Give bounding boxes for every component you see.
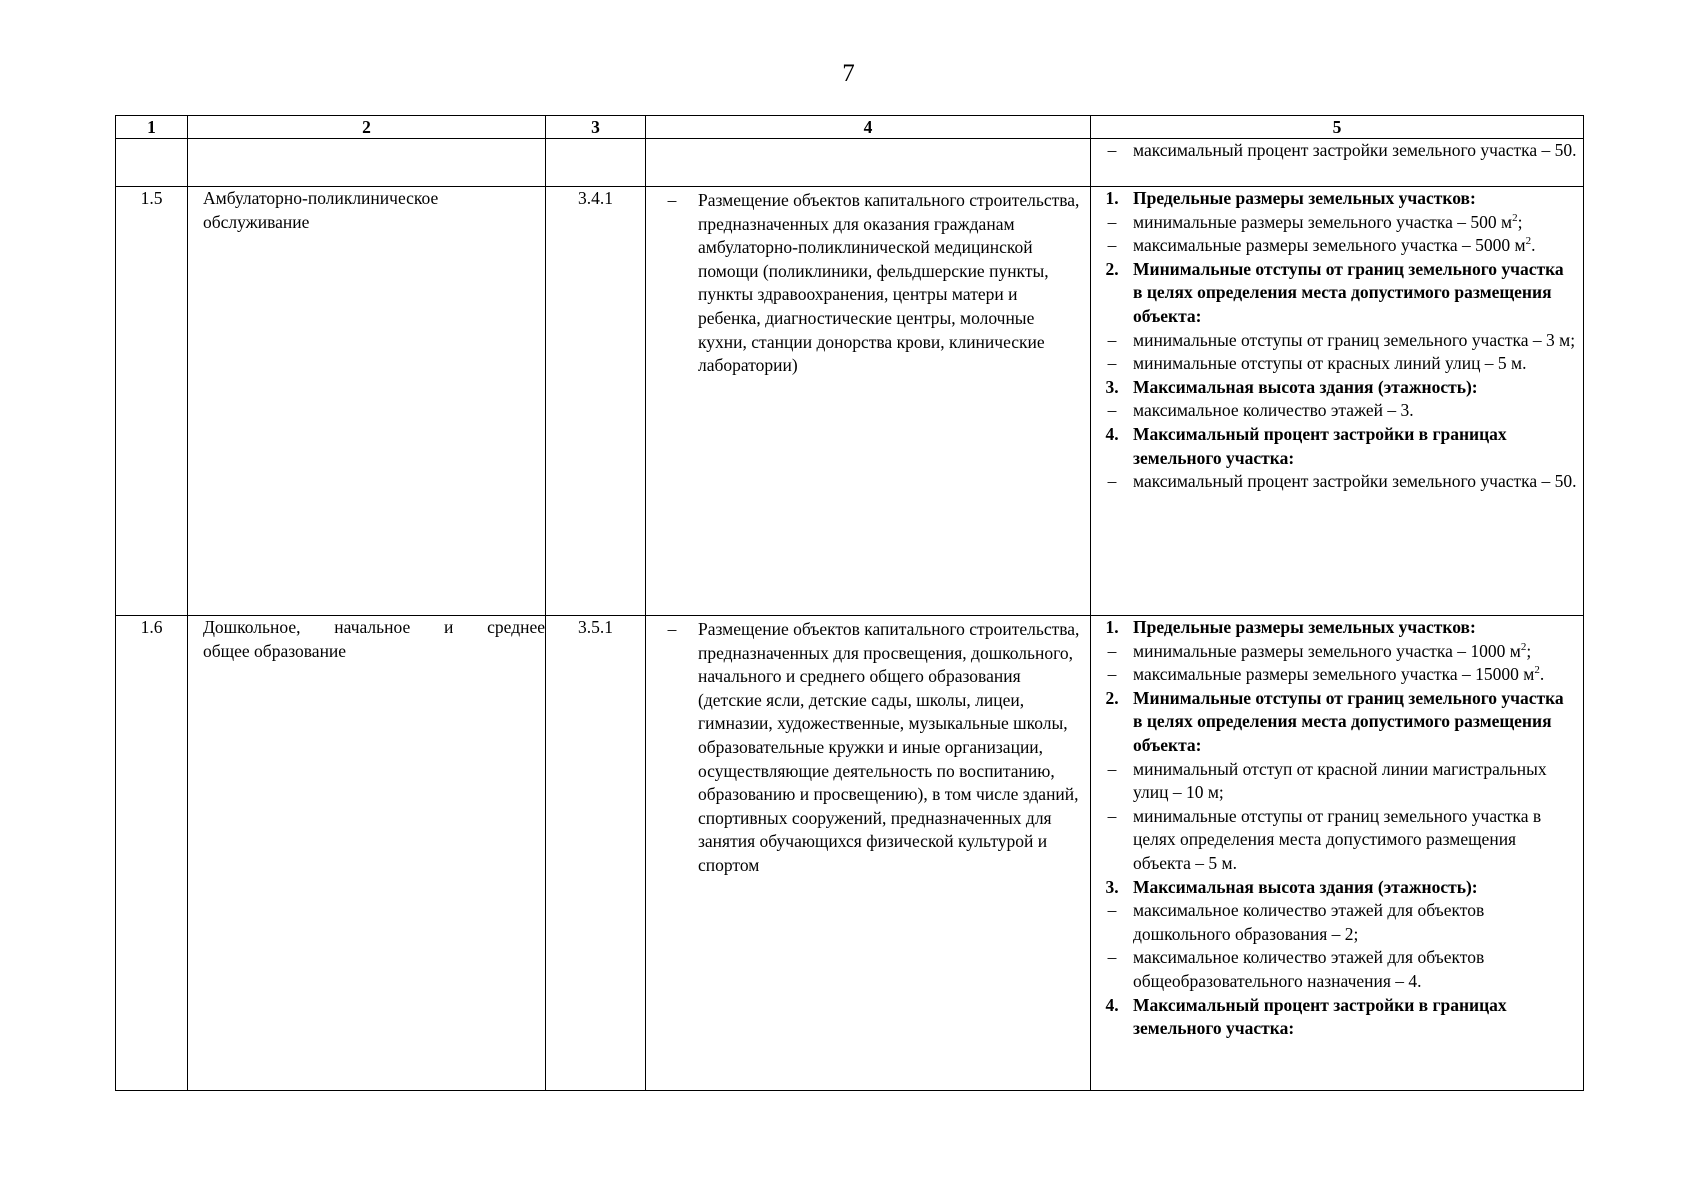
param-text: минимальные отступы от красных линий улиц – 5 м.	[1133, 353, 1527, 374]
dash-marker: –	[1107, 640, 1117, 661]
param-text: Максимальный процент застройки в границах земельного участка:	[1133, 994, 1507, 1039]
description-item	[646, 187, 1090, 378]
cell-empty	[116, 139, 188, 187]
unit-superscript: 2	[1525, 235, 1532, 248]
use-type-name-cell	[188, 616, 546, 1091]
params-cell	[1091, 139, 1584, 187]
param-text: минимальные отступы от границ земельного участка – 3 м;	[1133, 329, 1576, 350]
param-text-wrap	[1133, 234, 1583, 258]
punctuation: ;	[1526, 640, 1532, 661]
description-item	[646, 616, 1090, 878]
use-type-code: 3.5.1	[546, 616, 646, 1091]
list-number: 1.	[1105, 188, 1119, 208]
param-text-wrap	[1133, 258, 1583, 329]
param-heading	[1091, 687, 1583, 758]
unit-superscript: 2	[1520, 640, 1527, 653]
param-text: минимальный отступ от красной линии магистральных улиц – 10 м;	[1133, 758, 1547, 803]
row-number: 1.5	[116, 187, 188, 616]
list-number: 2.	[1105, 687, 1119, 708]
param-heading	[1091, 258, 1583, 329]
param-text-wrap	[1133, 946, 1583, 993]
list-number: 4.	[1105, 423, 1119, 444]
param-heading	[1091, 376, 1583, 400]
param-text-wrap	[1133, 616, 1583, 640]
column-header: 5	[1091, 116, 1584, 139]
param-text: Максимальный процент застройки в границах земельного участка:	[1133, 423, 1507, 468]
param-line	[1091, 758, 1583, 805]
param-text: максимальное количество этажей для объектов общеобразовательного назначения – 4.	[1133, 947, 1485, 991]
list-number: 2.	[1105, 258, 1119, 279]
use-description-cell	[646, 616, 1091, 1091]
dash-marker: –	[1107, 400, 1117, 421]
dash-marker: –	[1107, 329, 1117, 350]
punctuation: .	[1539, 664, 1545, 685]
param-text-wrap	[1133, 376, 1583, 400]
param-text: Максимальная высота здания (этажность):	[1133, 376, 1478, 397]
param-text: максимальные размеры земельного участка – 5000 м	[1133, 235, 1526, 256]
dash-marker: –	[1107, 664, 1117, 685]
cell-empty	[646, 139, 1091, 187]
unit-superscript: 2	[1512, 211, 1518, 224]
param-text: минимальные размеры земельного участка – 500 м	[1133, 211, 1513, 232]
dash-marker: –	[1107, 758, 1117, 779]
param-heading	[1091, 187, 1583, 211]
param-text: минимальные размеры земельного участка – 1000 м	[1133, 640, 1521, 661]
list-number: 4.	[1105, 994, 1119, 1015]
param-text-wrap	[1133, 329, 1583, 353]
dash-marker: –	[667, 190, 677, 210]
param-text: максимальный процент застройки земельного участка – 50.	[1133, 140, 1577, 160]
punctuation: .	[1531, 235, 1536, 256]
param-text: Максимальная высота здания (этажность):	[1133, 876, 1478, 897]
use-type-name: Дошкольное, начальное и среднее	[203, 617, 545, 637]
param-text: максимальное количество этажей – 3.	[1133, 400, 1414, 421]
dash-marker: –	[667, 619, 677, 639]
param-text-wrap	[1133, 758, 1583, 805]
param-text: максимальное количество этажей для объектов дошкольного образования – 2;	[1133, 900, 1485, 944]
use-type-code: 3.4.1	[546, 187, 646, 616]
dash-marker: –	[1107, 353, 1117, 374]
column-header: 3	[546, 116, 646, 139]
param-line	[1091, 946, 1583, 993]
use-type-name: Амбулаторно-поликлиническое обслуживание	[188, 187, 546, 616]
table-row	[116, 187, 1584, 616]
param-text-wrap	[1133, 352, 1583, 376]
list-number: 1.	[1105, 617, 1119, 637]
use-description: Размещение объектов капитального строительства, предназначенных для оказания гражданам амбулаторно-поликлинической медицинской помощи (поликлиники, фельдшерские пункты, пункты здравоохранения, центры матери и ребенка, диагностические центры, молочные кухни, станции донорства крови, клинические лаборатории)	[698, 190, 1080, 376]
column-header: 2	[188, 116, 546, 139]
param-text: Минимальные отступы от границ земельного участка в целях определения места допустимого размещения объекта:	[1133, 687, 1564, 755]
param-heading	[1091, 994, 1583, 1041]
regulations-table	[115, 115, 1584, 1091]
param-text-wrap	[1133, 876, 1583, 900]
table-header-row	[116, 116, 1584, 139]
param-text: Предельные размеры земельных участков:	[1133, 188, 1476, 208]
use-type-name-continued: общее образование	[203, 640, 347, 661]
dash-marker: –	[1107, 805, 1117, 826]
param-text-wrap	[1133, 805, 1583, 876]
cell-empty	[188, 139, 546, 187]
dash-marker: –	[1107, 471, 1117, 492]
page-number: 7	[842, 60, 855, 87]
params-cell	[1091, 616, 1584, 1091]
param-text-wrap	[1133, 399, 1583, 423]
unit-superscript: 2	[1534, 664, 1540, 677]
param-text-wrap	[1133, 687, 1583, 758]
table-row	[116, 616, 1584, 1091]
param-line	[1091, 899, 1583, 946]
dash-marker: –	[1107, 900, 1117, 921]
param-text: минимальные отступы от границ земельного участка в целях определения места допустимого размещения объекта – 5 м.	[1133, 805, 1542, 873]
param-line	[1091, 663, 1583, 687]
param-text-wrap	[1133, 640, 1583, 664]
param-text-wrap	[1133, 423, 1583, 470]
param-text: Минимальные отступы от границ земельного участка в целях определения места допустимого размещения объекта:	[1133, 258, 1564, 326]
params-cell	[1091, 187, 1584, 616]
param-text: Предельные размеры земельных участков:	[1133, 617, 1476, 637]
use-description-cell	[646, 187, 1091, 616]
punctuation: ;	[1517, 211, 1523, 232]
list-number: 3.	[1105, 376, 1119, 397]
param-heading	[1091, 423, 1583, 470]
param-line	[1091, 470, 1583, 494]
param-line	[1091, 805, 1583, 876]
use-description: Размещение объектов капитального строительства, предназначенных для просвещения, дошкольного, начального и среднего общего образования (детские ясли, детские сады, школы, лицеи, гимназии, художественные, музыкальные школы, образовательные кружки и иные организации, осуществляющие деятельность по воспитанию, образованию и просвещению), в том числе зданий, спортивных сооружений, предназначенных для занятия обучающихся физической культурой и спортом	[698, 619, 1080, 875]
param-line	[1091, 640, 1583, 664]
dash-marker: –	[1107, 947, 1117, 968]
param-heading	[1091, 616, 1583, 640]
param-line	[1091, 139, 1583, 163]
param-line	[1091, 399, 1583, 423]
list-number: 3.	[1105, 876, 1119, 897]
param-line	[1091, 211, 1583, 235]
column-header: 4	[646, 116, 1091, 139]
param-text-wrap	[1133, 187, 1583, 211]
param-line	[1091, 234, 1583, 258]
param-text: максимальные размеры земельного участка – 15000 м	[1133, 664, 1535, 685]
param-text: максимальный процент застройки земельного участка – 50.	[1133, 471, 1577, 492]
column-header: 1	[116, 116, 188, 139]
param-text-wrap	[1133, 211, 1583, 235]
dash-marker: –	[1107, 140, 1117, 160]
param-text-wrap	[1133, 994, 1583, 1041]
param-heading	[1091, 876, 1583, 900]
row-number: 1.6	[116, 616, 188, 1091]
table-row-continued	[116, 139, 1584, 187]
param-text-wrap	[1133, 663, 1583, 687]
dash-marker: –	[1107, 235, 1117, 256]
param-text-wrap	[1133, 899, 1583, 946]
param-text-wrap	[1133, 470, 1583, 494]
dash-marker: –	[1107, 211, 1117, 232]
cell-empty	[546, 139, 646, 187]
param-line	[1091, 329, 1583, 353]
param-line	[1091, 352, 1583, 376]
